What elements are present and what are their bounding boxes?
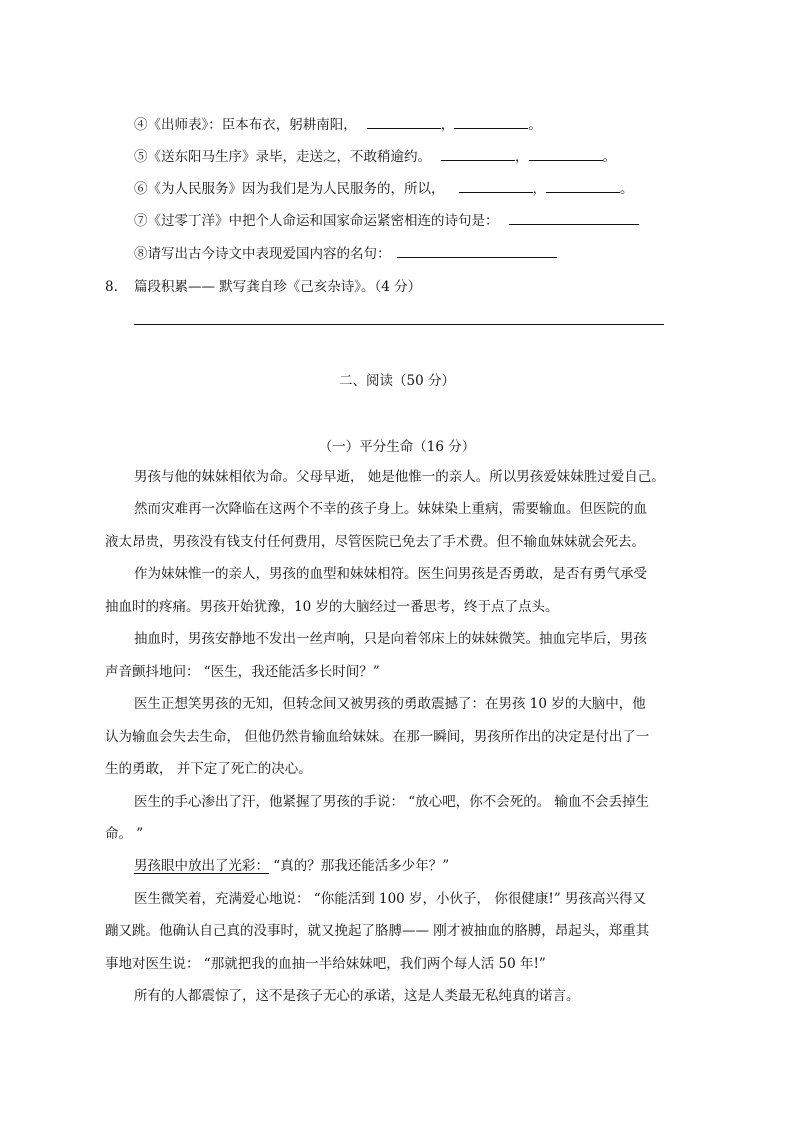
fill-item-4: ④《出师表》：臣本布衣，躬耕南阳， ， 。 <box>134 114 542 135</box>
passage-line: 认为输血会失去生命， 但他仍然肯输血给妹妹。在那一瞬间，男孩所作出的决定是付出了一 <box>105 729 650 745</box>
passage-line: 男孩与他的妹妹相依为命。父母早逝， 她是他惟一的亲人。所以男孩爱妹妹胜过爱自己。 <box>134 469 665 485</box>
answer-line[interactable] <box>134 324 664 325</box>
passage-line: 抽血时的疼痛。男孩开始犹豫，10 岁的大脑经过一番思考，终于点了点头。 <box>105 599 559 615</box>
passage-line: 然而灾难再一次降临在这两个不幸的孩子身上。妹妹染上重病，需要输血。但医院的血 <box>134 501 647 517</box>
passage-line: 命。 ” <box>105 826 144 842</box>
passage-line: 医生的手心渗出了汗，他紧握了男孩的手说： “放心吧，你不会死的。 输血不会丢掉生 <box>134 794 649 810</box>
fill-item-6: ⑥《为人民服务》因为我们是为人民服务的，所以， ， 。 <box>134 178 634 199</box>
passage-line: 男孩眼中放出了光彩： “真的？那我还能活多少年？” <box>134 858 450 874</box>
section-title: 二、阅读（50 分） <box>339 373 455 389</box>
question-8-number: 8. <box>105 279 118 295</box>
answer-blank[interactable] <box>367 114 441 129</box>
answer-blank[interactable] <box>454 114 528 129</box>
answer-blank[interactable] <box>546 178 620 193</box>
passage-line: 声音颤抖地问： “医生，我还能活多长时间？” <box>105 664 380 680</box>
answer-blank[interactable] <box>459 178 533 193</box>
fill-item-7: ⑦《过零丁洋》中把个人命运和国家命运紧密相连的诗句是： <box>134 210 639 231</box>
answer-blank[interactable] <box>509 210 639 225</box>
passage-line: 医生微笑着，充满爱心地说： “你能活到 100 岁，小伙子， 你很健康!” 男孩高兴得又 <box>134 891 646 907</box>
passage-title: （一）平分生命（16 分） <box>318 439 476 455</box>
passage-line: 所有的人都震惊了，这不是孩子无心的承诺，这是人类最无私纯真的诺言。 <box>134 988 580 1004</box>
passage-line: 蹦又跳。他确认自己真的没事时，就又挽起了胳膊—— 刚才被抽血的胳膊，昂起头，郑重其 <box>105 923 650 939</box>
fill-item-8: ⑧请写出古今诗文中表现爱国内容的名句： <box>134 243 557 264</box>
answer-blank[interactable] <box>441 146 515 161</box>
answer-blank[interactable] <box>397 243 557 258</box>
fill-item-5: ⑤《送东阳马生序》录毕，走送之，不敢稍逾约。 ， 。 <box>134 146 616 167</box>
passage-line: 医生正想笑男孩的无知，但转念间又被男孩的勇敢震撼了：在男孩 10 岁的大脑中，他 <box>134 696 646 712</box>
passage-line: 液太昂贵，男孩没有钱支付任何费用，尽管医院已免去了手术费。但不输血妹妹就会死去。 <box>105 534 645 550</box>
question-8-text: 篇段积累—— 默写龚自珍《己亥杂诗》。（4 分） <box>134 279 422 295</box>
passage-line: 事地对医生说： “那就把我的血抽一半给妹妹吧，我们两个每人活 50 年!” <box>105 956 546 972</box>
answer-blank[interactable] <box>529 146 603 161</box>
underlined-sentence: 男孩眼中放出了光彩： <box>134 858 269 874</box>
passage-line: 抽血时，男孩安静地不发出一丝声响，只是向着邻床上的妹妹微笑。抽血完毕后，男孩 <box>134 631 647 647</box>
passage-line: 生的勇敢， 并下定了死亡的决心。 <box>105 761 312 777</box>
passage-line: 作为妹妹惟一的亲人，男孩的血型和妹妹相符。医生问男孩是否勇敢，是否有勇气承受 <box>134 566 647 582</box>
